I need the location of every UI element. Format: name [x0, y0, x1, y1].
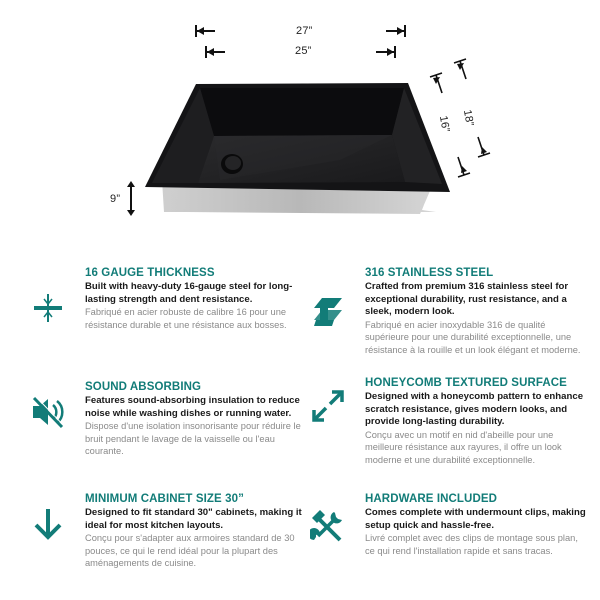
inner-width-label: 25”	[295, 45, 312, 57]
expand-arrows-icon	[310, 388, 346, 424]
feature-description-fr: Fabriqué en acier robuste de calibre 16 pour une résistance durable et une résistance aux bosses.	[85, 307, 287, 330]
feature-description-fr: Fabriqué en acier inoxydable 316 de qualité supérieure pour une durabilité exceptionnelle, une résistance à la rouille et un look élégant et moderne.	[365, 319, 581, 355]
feature-description-en: Comes complete with undermount clips, making setup quick and hassle-free.	[365, 507, 586, 531]
feature-description-en: Designed with a honeycomb pattern to enhance scratch resistance, gives modern looks, and provide long-lasting durability.	[365, 391, 584, 427]
feature-title: SOUND ABSORBING	[85, 381, 202, 393]
feature-description-fr: Dispose d'une isolation insonorisante pour réduire le bruit pendant le lavage de la vaisselle ou l'eau courante.	[85, 421, 301, 456]
feature-title: 16 GAUGE THICKNESS	[85, 267, 215, 279]
bowl-depth-label: 9”	[110, 193, 121, 205]
compress-thickness-icon	[30, 290, 66, 326]
feature-description-fr: Livré complet avec des clips de montage sous plan, ce qui rend l'installation rapide et sans tracas.	[365, 533, 578, 556]
product-dimension-diagram	[0, 0, 600, 230]
feature-description-en: Designed to fit standard 30" cabinets, making it ideal for most kitchen layouts.	[85, 507, 302, 531]
arrow-down-icon	[30, 506, 66, 542]
tools-icon	[310, 508, 346, 544]
feature-title: HONEYCOMB TEXTURED SURFACE	[365, 377, 567, 389]
sound-muted-icon	[30, 394, 66, 430]
feature-description-fr: Conçu pour s'adapter aux armoires standard de 30 pouces, ce qui le rend idéal pour la plupart des aménagements de cuisine.	[85, 533, 295, 568]
feature-description-fr: Conçu avec un motif en nid d'abeille pour une meilleure résistance aux rayures, il offre un look moderne et une durabilité exceptionnelle.	[365, 429, 562, 465]
outer-depth-label: 18”	[460, 108, 476, 128]
feature-title: MINIMUM CABINET SIZE 30”	[85, 493, 244, 505]
steel-beam-icon	[310, 294, 346, 330]
feature-title: HARDWARE INCLUDED	[365, 493, 498, 505]
feature-description-en: Crafted from premium 316 stainless steel for exceptional durability, rust resistance, and a sleek, modern look.	[365, 281, 569, 317]
feature-title: 316 STAINLESS STEEL	[365, 267, 494, 279]
feature-description-en: Features sound-absorbing insulation to reduce noise while washing dishes or running water.	[85, 395, 300, 419]
feature-description-en: Built with heavy-duty 16-gauge steel for long-lasting strength and dent resistance.	[85, 281, 293, 305]
outer-width-label: 27”	[296, 25, 313, 37]
inner-depth-label: 16”	[436, 114, 452, 134]
sink-image	[140, 80, 460, 215]
